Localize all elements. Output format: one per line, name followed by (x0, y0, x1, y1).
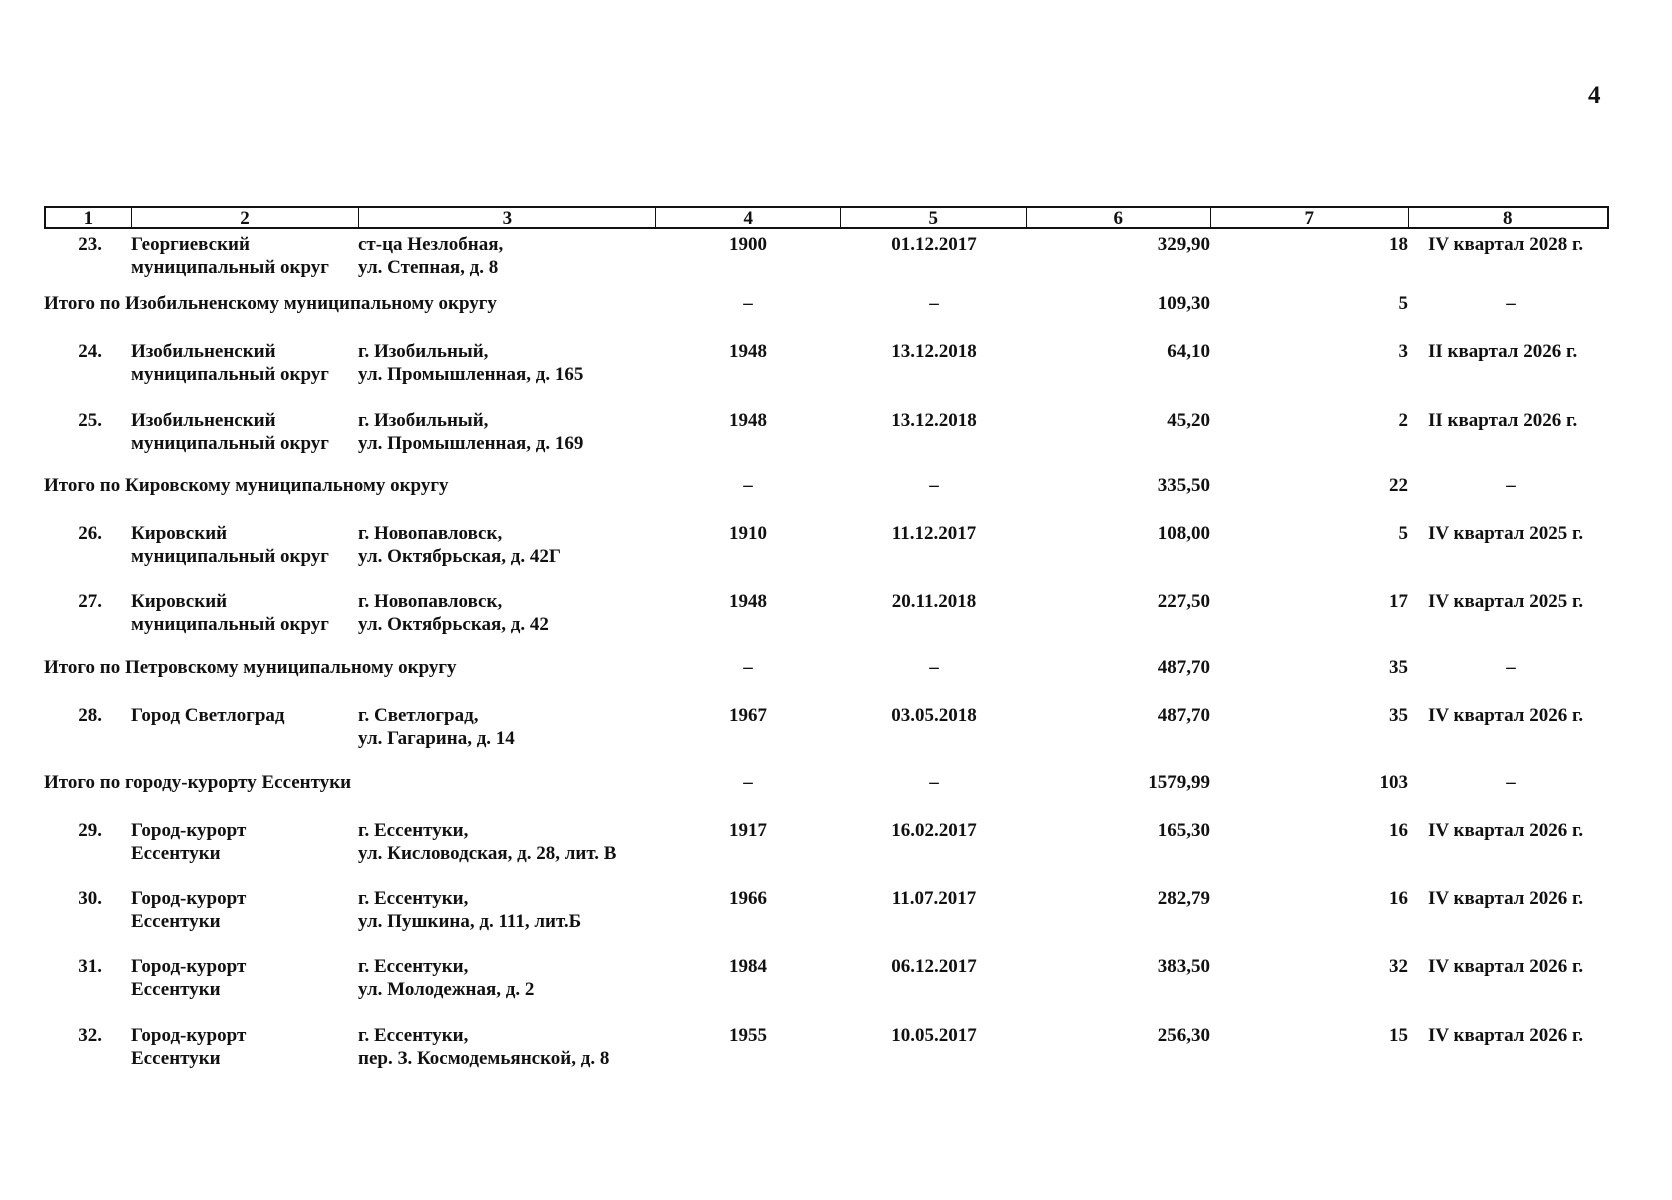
address-cell (358, 233, 503, 279)
municipality-cell-line: Георгиевский (131, 234, 250, 255)
count-cell: 18 (1389, 234, 1408, 255)
address-cell-line: г. Ессентуки, (358, 956, 469, 977)
municipality-cell-line: муниципальный округ (131, 364, 329, 385)
row-number: 26. (78, 523, 102, 544)
term-cell: – (1506, 293, 1516, 314)
municipality-cell-line: Ессентуки (131, 1048, 221, 1069)
year-cell: 1966 (729, 888, 767, 909)
address-cell-line: ул. Гагарина, д. 14 (358, 728, 515, 749)
address-cell-line: ул. Кисловодская, д. 28, лит. В (358, 843, 617, 864)
date-cell: 11.12.2017 (891, 523, 977, 544)
year-cell: – (743, 293, 753, 314)
count-cell: 2 (1398, 410, 1408, 431)
total-label: Итого по городу-курорту Ессентуки (44, 772, 352, 793)
date-cell: – (929, 657, 939, 678)
area-cell: 108,00 (1157, 523, 1210, 544)
column-header: 7 (1211, 208, 1409, 227)
row-number: 27. (78, 591, 102, 612)
term-cell: IV квартал 2025 г. (1428, 591, 1584, 612)
municipality-cell-line: Кировский (131, 523, 228, 544)
municipality-cell-line: Город-курорт (131, 820, 247, 841)
address-cell-line: пер. З. Космодемьянской, д. 8 (358, 1048, 610, 1069)
row-number: 31. (78, 956, 102, 977)
address-cell (358, 522, 561, 568)
column-header: 3 (359, 208, 656, 227)
area-cell: 487,70 (1157, 657, 1210, 678)
count-cell: 35 (1389, 657, 1408, 678)
term-cell: IV квартал 2025 г. (1428, 523, 1584, 544)
year-cell: 1948 (729, 410, 767, 431)
area-cell: 256,30 (1157, 1025, 1210, 1046)
address-cell-line: г. Изобильный, (358, 341, 489, 362)
address-cell-line: г. Ессентуки, (358, 1025, 469, 1046)
year-cell: 1900 (729, 234, 767, 255)
municipality-cell-line: муниципальный округ (131, 433, 329, 454)
count-cell: 3 (1398, 341, 1408, 362)
area-cell: 45,20 (1167, 410, 1210, 431)
area-cell: 1579,99 (1148, 772, 1210, 793)
municipality-cell-line: муниципальный округ (131, 257, 329, 278)
count-cell: 5 (1398, 523, 1408, 544)
count-cell: 22 (1389, 475, 1408, 496)
row-number: 24. (78, 341, 102, 362)
municipality-cell-line: Город Светлоград (131, 705, 285, 726)
date-cell: 06.12.2017 (891, 956, 977, 977)
year-cell: – (743, 772, 753, 793)
year-cell: 1910 (729, 523, 767, 544)
address-cell-line: ул. Пушкина, д. 111, лит.Б (358, 911, 582, 932)
count-cell: 32 (1389, 956, 1408, 977)
address-cell (358, 704, 515, 750)
count-cell: 16 (1389, 888, 1408, 909)
term-cell: IV квартал 2028 г. (1428, 234, 1584, 255)
address-cell (358, 1024, 609, 1070)
column-header: 1 (46, 208, 132, 227)
row-number: 29. (78, 820, 102, 841)
address-cell-line: г. Изобильный, (358, 410, 489, 431)
term-cell: IV квартал 2026 г. (1428, 888, 1584, 909)
municipality-cell-line: Ессентуки (131, 843, 221, 864)
municipality-cell (131, 704, 285, 727)
address-cell (358, 590, 549, 636)
term-cell: IV квартал 2026 г. (1428, 956, 1584, 977)
address-cell (358, 340, 583, 386)
municipality-cell-line: Изобильненский (131, 341, 276, 362)
address-cell (358, 955, 534, 1001)
area-cell: 383,50 (1157, 956, 1210, 977)
year-cell: 1948 (729, 341, 767, 362)
municipality-cell (131, 590, 329, 636)
count-cell: 17 (1389, 591, 1408, 612)
row-number: 32. (78, 1025, 102, 1046)
row-number: 23. (78, 234, 102, 255)
year-cell: 1948 (729, 591, 767, 612)
term-cell: II квартал 2026 г. (1428, 410, 1578, 431)
count-cell: 5 (1398, 293, 1408, 314)
row-number: 28. (78, 705, 102, 726)
address-cell-line: ст-ца Незлобная, (358, 234, 504, 255)
count-cell: 35 (1389, 705, 1408, 726)
total-label: Итого по Петровскому муниципальному округу (44, 657, 457, 678)
address-cell-line: г. Ессентуки, (358, 820, 469, 841)
date-cell: 13.12.2018 (891, 410, 977, 431)
term-cell: – (1506, 772, 1516, 793)
address-cell (358, 409, 583, 455)
municipality-cell-line: Ессентуки (131, 911, 221, 932)
address-cell-line: г. Новопавловск, (358, 591, 503, 612)
address-cell-line: г. Новопавловск, (358, 523, 503, 544)
year-cell: 1967 (729, 705, 767, 726)
municipality-cell-line: Изобильненский (131, 410, 276, 431)
date-cell: – (929, 475, 939, 496)
date-cell: 11.07.2017 (891, 888, 977, 909)
municipality-cell (131, 340, 329, 386)
term-cell: – (1506, 657, 1516, 678)
municipality-cell-line: муниципальный округ (131, 546, 329, 567)
term-cell: IV квартал 2026 г. (1428, 1025, 1584, 1046)
municipality-cell-line: Город-курорт (131, 956, 247, 977)
area-cell: 487,70 (1157, 705, 1210, 726)
area-cell: 282,79 (1157, 888, 1210, 909)
address-cell-line: ул. Октябрьская, д. 42 (358, 614, 549, 635)
address-cell (358, 819, 616, 865)
date-cell: 01.12.2017 (891, 234, 977, 255)
term-cell: – (1506, 475, 1516, 496)
address-cell-line: ул. Промышленная, д. 165 (358, 364, 584, 385)
municipality-cell (131, 409, 329, 455)
address-cell (358, 887, 581, 933)
area-cell: 329,90 (1157, 234, 1210, 255)
year-cell: 1984 (729, 956, 767, 977)
municipality-cell (131, 955, 246, 1001)
area-cell: 227,50 (1157, 591, 1210, 612)
count-cell: 16 (1389, 820, 1408, 841)
municipality-cell (131, 233, 329, 279)
municipality-cell (131, 522, 329, 568)
address-cell-line: г. Ессентуки, (358, 888, 469, 909)
date-cell: 10.05.2017 (891, 1025, 977, 1046)
address-cell-line: ул. Октябрьская, д. 42Г (358, 546, 561, 567)
total-label: Итого по Изобильненскому муниципальному округу (44, 293, 497, 314)
year-cell: 1917 (729, 820, 767, 841)
municipality-cell-line: Ессентуки (131, 979, 221, 1000)
column-header: 8 (1503, 208, 1513, 229)
area-cell: 109,30 (1157, 293, 1210, 314)
area-cell: 335,50 (1157, 475, 1210, 496)
municipality-cell (131, 887, 246, 933)
row-number: 25. (78, 410, 102, 431)
column-header: 2 (132, 208, 359, 227)
row-number: 30. (78, 888, 102, 909)
column-header: 4 (656, 208, 841, 227)
municipality-cell-line: муниципальный округ (131, 614, 329, 635)
address-cell-line: ул. Молодежная, д. 2 (358, 979, 535, 1000)
municipality-cell-line: Кировский (131, 591, 228, 612)
table-header-row (44, 206, 1609, 229)
area-cell: 64,10 (1167, 341, 1210, 362)
date-cell: – (929, 293, 939, 314)
total-label: Итого по Кировскому муниципальному округу (44, 475, 449, 496)
term-cell: IV квартал 2026 г. (1428, 820, 1584, 841)
year-cell: 1955 (729, 1025, 767, 1046)
count-cell: 15 (1389, 1025, 1408, 1046)
date-cell: – (929, 772, 939, 793)
municipality-cell (131, 819, 246, 865)
municipality-cell-line: Город-курорт (131, 888, 247, 909)
address-cell-line: ул. Промышленная, д. 169 (358, 433, 584, 454)
date-cell: 16.02.2017 (891, 820, 977, 841)
municipality-cell-line: Город-курорт (131, 1025, 247, 1046)
year-cell: – (743, 475, 753, 496)
year-cell: – (743, 657, 753, 678)
page-number: 4 (1588, 82, 1601, 109)
date-cell: 03.05.2018 (891, 705, 977, 726)
column-header: 6 (1027, 208, 1212, 227)
address-cell-line: ул. Степная, д. 8 (358, 257, 499, 278)
date-cell: 13.12.2018 (891, 341, 977, 362)
column-header: 5 (841, 208, 1027, 227)
address-cell-line: г. Светлоград, (358, 705, 479, 726)
count-cell: 103 (1379, 772, 1408, 793)
term-cell: IV квартал 2026 г. (1428, 705, 1584, 726)
municipality-cell (131, 1024, 246, 1070)
area-cell: 165,30 (1157, 820, 1210, 841)
term-cell: II квартал 2026 г. (1428, 341, 1578, 362)
date-cell: 20.11.2018 (891, 591, 977, 612)
